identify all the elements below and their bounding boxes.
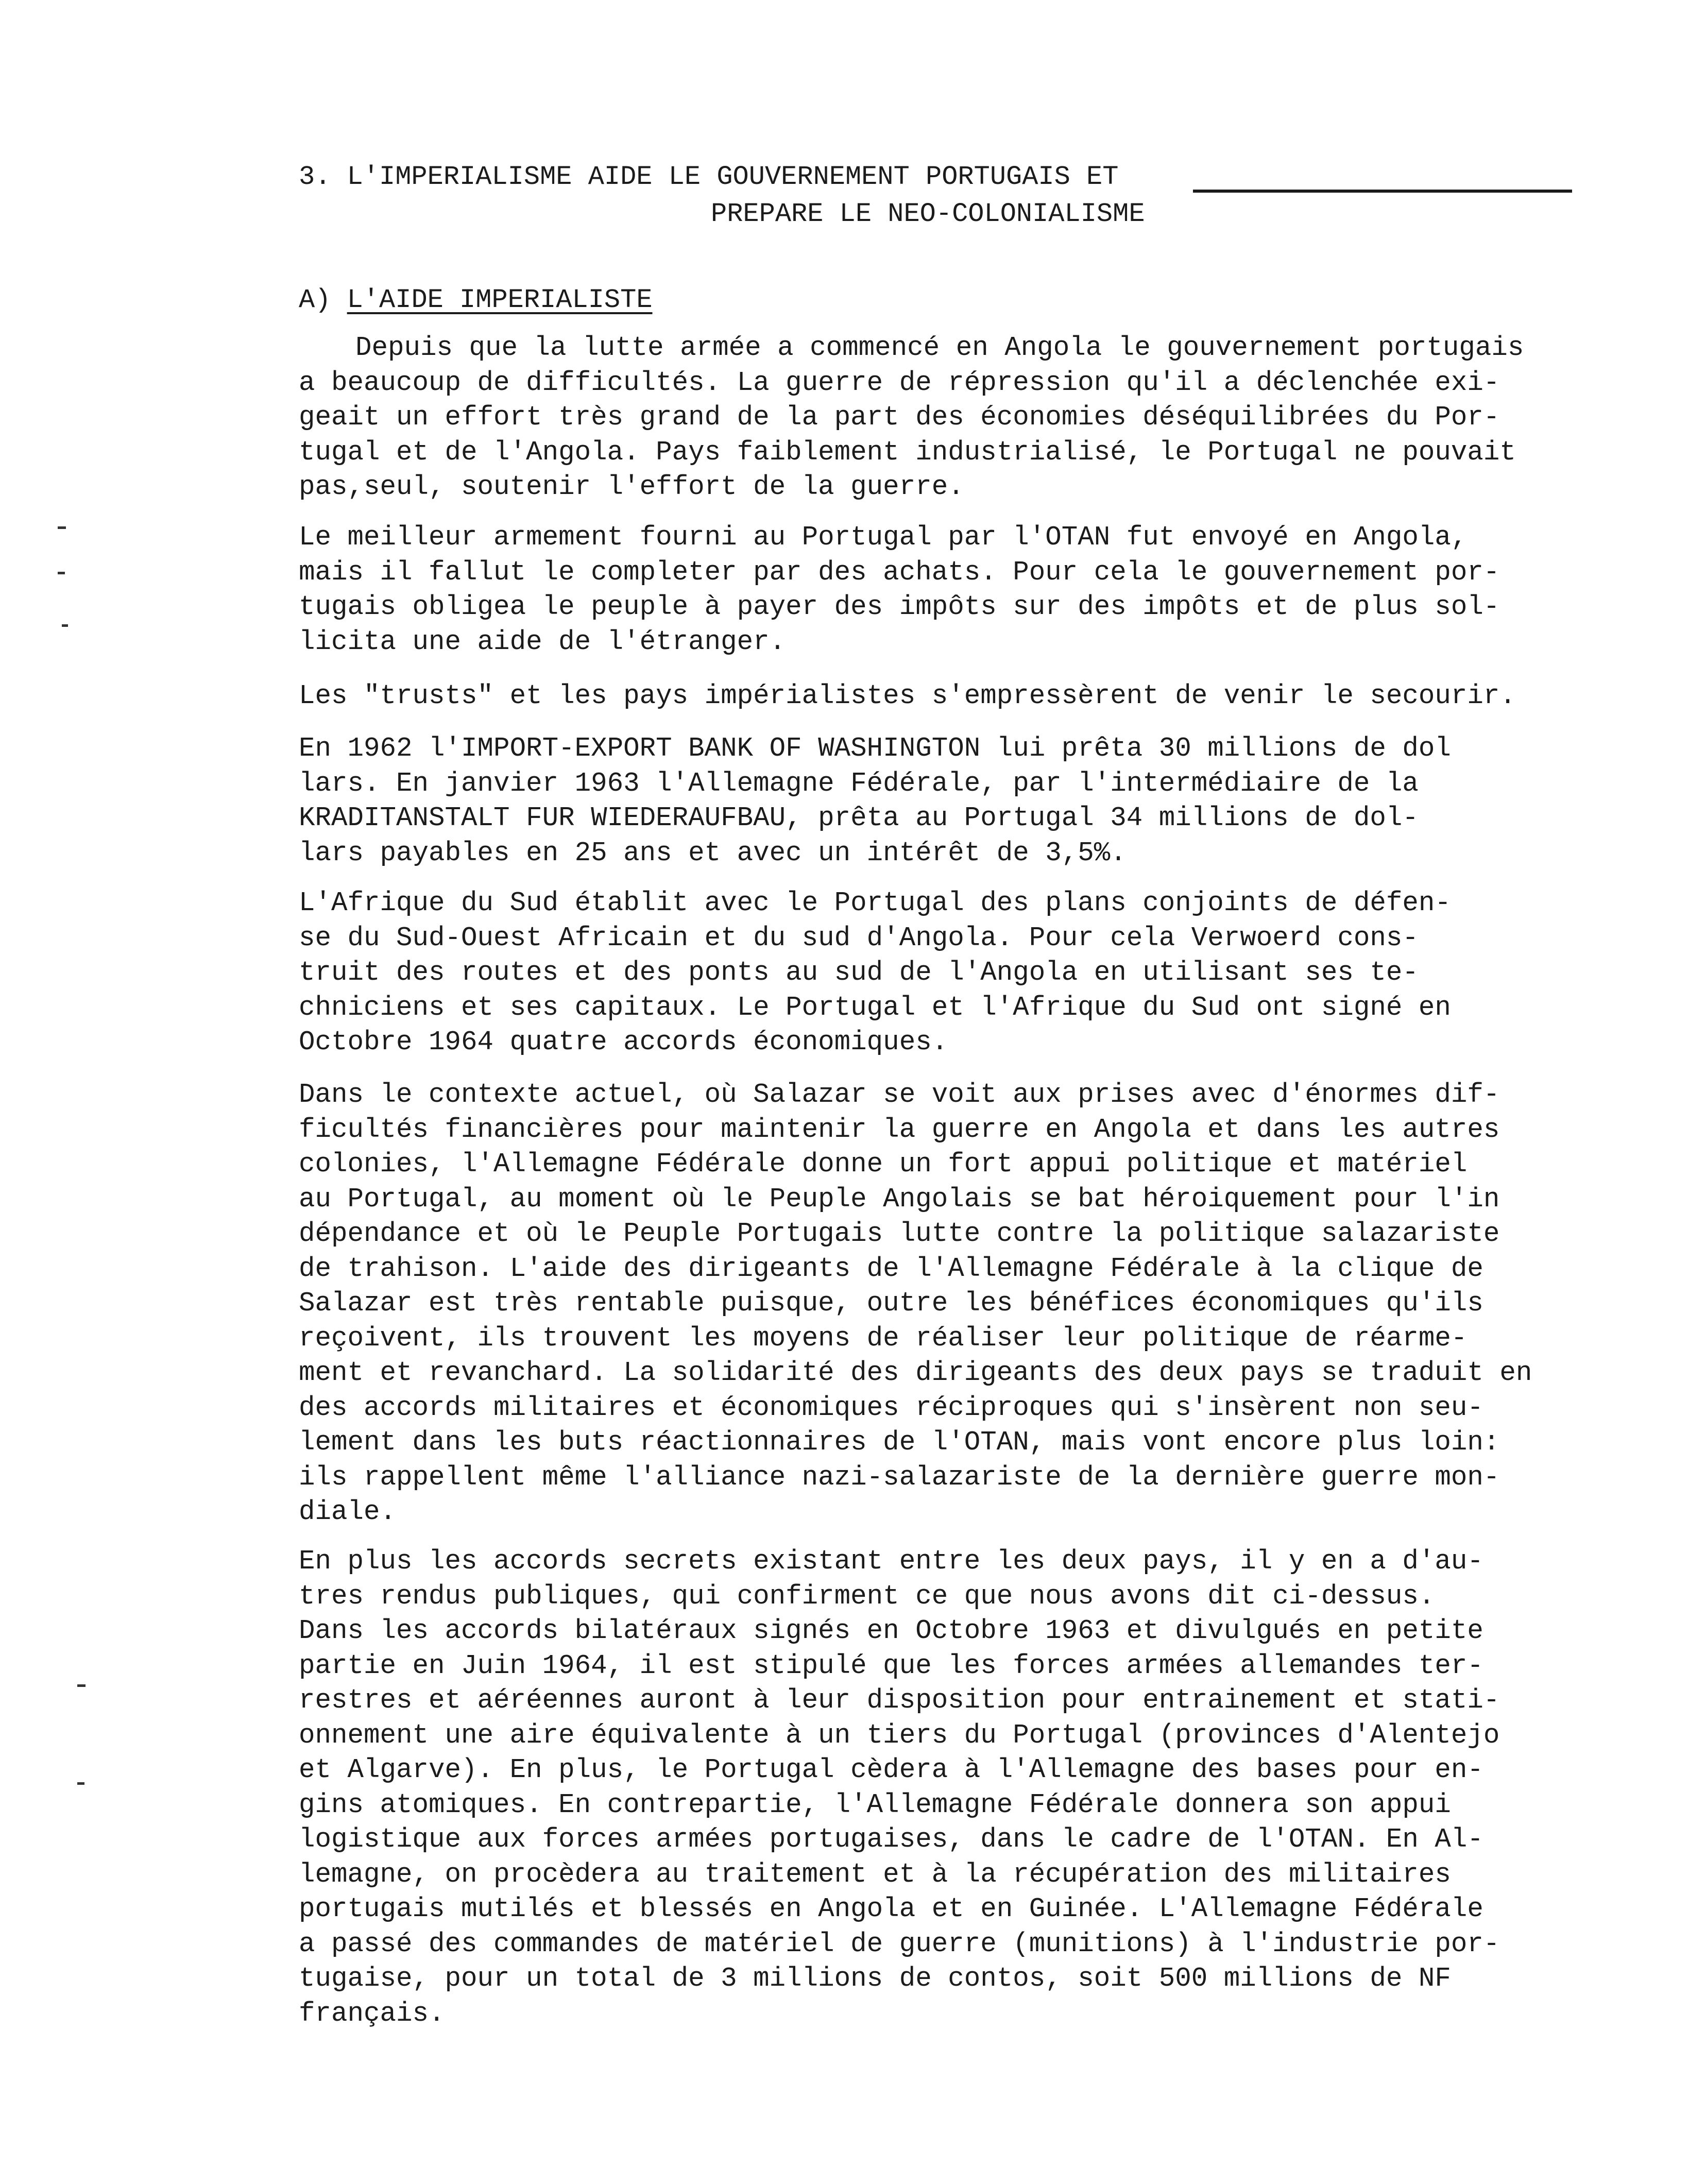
margin-mark — [77, 1684, 86, 1687]
text-line: tugais obligea le peuple à payer des impôts sur des impôts et de plus sol- — [299, 591, 1500, 622]
paragraph-3 — [299, 679, 1597, 714]
text-line: français. — [299, 1998, 445, 2029]
text-line: colonies, l'Allemagne Fédérale donne un fort appui politique et matériel — [299, 1149, 1468, 1180]
text-line: au Portugal, au moment où le Peuple Angolais se bat héroiquement pour l'in — [299, 1183, 1500, 1215]
text-line: Salazar est très rentable puisque, outre les bénéfices économiques qu'ils — [299, 1288, 1483, 1319]
paragraph-6 — [299, 1078, 1597, 1530]
paragraph-4 — [299, 731, 1597, 871]
text-line: portugais mutilés et blessés en Angola et en Guinée. L'Allemagne Fédérale — [299, 1893, 1483, 1924]
text-line: reçoivent, ils trouvent les moyens de réaliser leur politique de réarme- — [299, 1322, 1468, 1354]
text-line: et Algarve). En plus, le Portugal cèdera à l'Allemagne des bases pour en- — [299, 1754, 1483, 1785]
text-line: se du Sud-Ouest Africain et du sud d'Angola. Pour cela Verwoerd cons- — [299, 922, 1419, 953]
text-line: KRADITANSTALT FUR WIEDERAUFBAU, prêta au Portugal 34 millions de dol- — [299, 803, 1419, 833]
text-line: tugal et de l'Angola. Pays faiblement industrialisé, le Portugal ne pouvait — [299, 436, 1516, 468]
text-line: a beaucoup de difficultés. La guerre de répression qu'il a déclenchée exi- — [299, 367, 1500, 398]
text-line: L'Afrique du Sud établit avec le Portugal des plans conjoints de défen- — [299, 888, 1451, 918]
text-line: truit des routes et des ponts au sud de l'Angola en utilisant ses te- — [299, 957, 1419, 988]
text-line: ment et revanchard. La solidarité des dirigeants des deux pays se traduit en — [299, 1357, 1532, 1388]
text-line: lemagne, on procèdera au traitement et à la récupération des militaires — [299, 1858, 1451, 1890]
paragraph-5 — [299, 886, 1597, 1060]
text-line: Depuis que la lutte armée a commencé en Angola le gouvernement portugais — [355, 332, 1524, 363]
text-line: lars payables en 25 ans et avec un intérêt de 3,5%. — [299, 837, 1127, 868]
text-line: lars. En janvier 1963 l'Allemagne Fédérale, par l'intermédiaire de la — [299, 767, 1419, 799]
paragraph-2 — [299, 520, 1597, 659]
text-line: gins atomiques. En contrepartie, l'Allemagne Fédérale donnera son appui — [299, 1789, 1451, 1820]
text-line: Le meilleur armement fourni au Portugal par l'OTAN fut envoyé en Angola, — [299, 522, 1468, 553]
heading-line-2: PREPARE LE NEO-COLONIALISME — [711, 199, 1145, 229]
margin-mark — [58, 526, 66, 529]
section-title — [299, 282, 653, 318]
text-line: tugaise, pour un total de 3 millions de contos, soit 500 millions de NF — [299, 1963, 1451, 1994]
text-line: restres et aéréennes auront à leur disposition pour entrainement et stati- — [299, 1685, 1500, 1716]
text-line: pas,seul, soutenir l'effort de la guerre. — [299, 471, 964, 502]
text-line: logistique aux forces armées portugaises, dans le cadre de l'OTAN. En Al- — [299, 1824, 1483, 1855]
paragraph-7 — [299, 1544, 1597, 2031]
text-line: chniciens et ses capitaux. Le Portugal et l'Afrique du Sud ont signé en — [299, 992, 1451, 1023]
section-label: A) — [299, 285, 347, 315]
text-line: Dans le contexte actuel, où Salazar se voit aux prises avec d'énormes dif- — [299, 1079, 1500, 1110]
text-line: lement dans les buts réactionnaires de l'OTAN, mais vont encore plus loin: — [299, 1427, 1500, 1458]
text-line: geait un effort très grand de la part des économies déséquilibrées du Por- — [299, 402, 1500, 433]
text-line: En plus les accords secrets existant entre les deux pays, il y en a d'au- — [299, 1546, 1483, 1577]
section-title-text: L'AIDE IMPERIALISTE — [347, 285, 653, 315]
text-line: des accords militaires et économiques réciproques qui s'insèrent non seu- — [299, 1392, 1483, 1423]
text-line: partie en Juin 1964, il est stipulé que les forces armées allemandes ter- — [299, 1650, 1483, 1681]
text-line: dépendance et où le Peuple Portugais lutte contre la politique salazariste — [299, 1218, 1500, 1249]
text-line: diale. — [299, 1496, 397, 1527]
text-line: Les "trusts" et les pays impérialistes s'empressèrent de venir le secourir. — [299, 680, 1516, 711]
text-line: tres rendus publiques, qui confirment ce que nous avons dit ci-dessus. — [299, 1580, 1435, 1612]
margin-mark — [58, 572, 65, 574]
margin-mark — [62, 624, 68, 627]
text-line: licita une aide de l'étranger. — [299, 626, 786, 657]
text-line: mais il fallut le completer par des achats. Pour cela le gouvernement por- — [299, 556, 1500, 588]
text-line: a passé des commandes de matériel de guerre (munitions) à l'industrie por- — [299, 1928, 1500, 1959]
text-line: de trahison. L'aide des dirigeants de l'Allemagne Fédérale à la clique de — [299, 1253, 1483, 1284]
text-line: Octobre 1964 quatre accords économiques. — [299, 1027, 948, 1057]
text-line: ils rappellent même l'alliance nazi-salazariste de la dernière guerre mon- — [299, 1461, 1500, 1493]
heading-rule — [1193, 190, 1572, 193]
text-line: onnement une aire équivalente à un tiers du Portugal (provinces d'Alentejo — [299, 1719, 1500, 1751]
document-heading — [299, 159, 1174, 233]
heading-line-1: 3. L'IMPERIALISME AIDE LE GOUVERNEMENT PORTUGAIS ET — [299, 162, 1119, 192]
margin-mark — [77, 1782, 84, 1785]
text-line: Dans les accords bilatéraux signés en Octobre 1963 et divulgués en petite — [299, 1615, 1483, 1646]
text-line: En 1962 l'IMPORT-EXPORT BANK OF WASHINGTON lui prêta 30 millions de dol — [299, 733, 1451, 764]
text-line: ficultés financières pour maintenir la guerre en Angola et dans les autres — [299, 1114, 1500, 1145]
paragraph-1 — [299, 331, 1597, 505]
